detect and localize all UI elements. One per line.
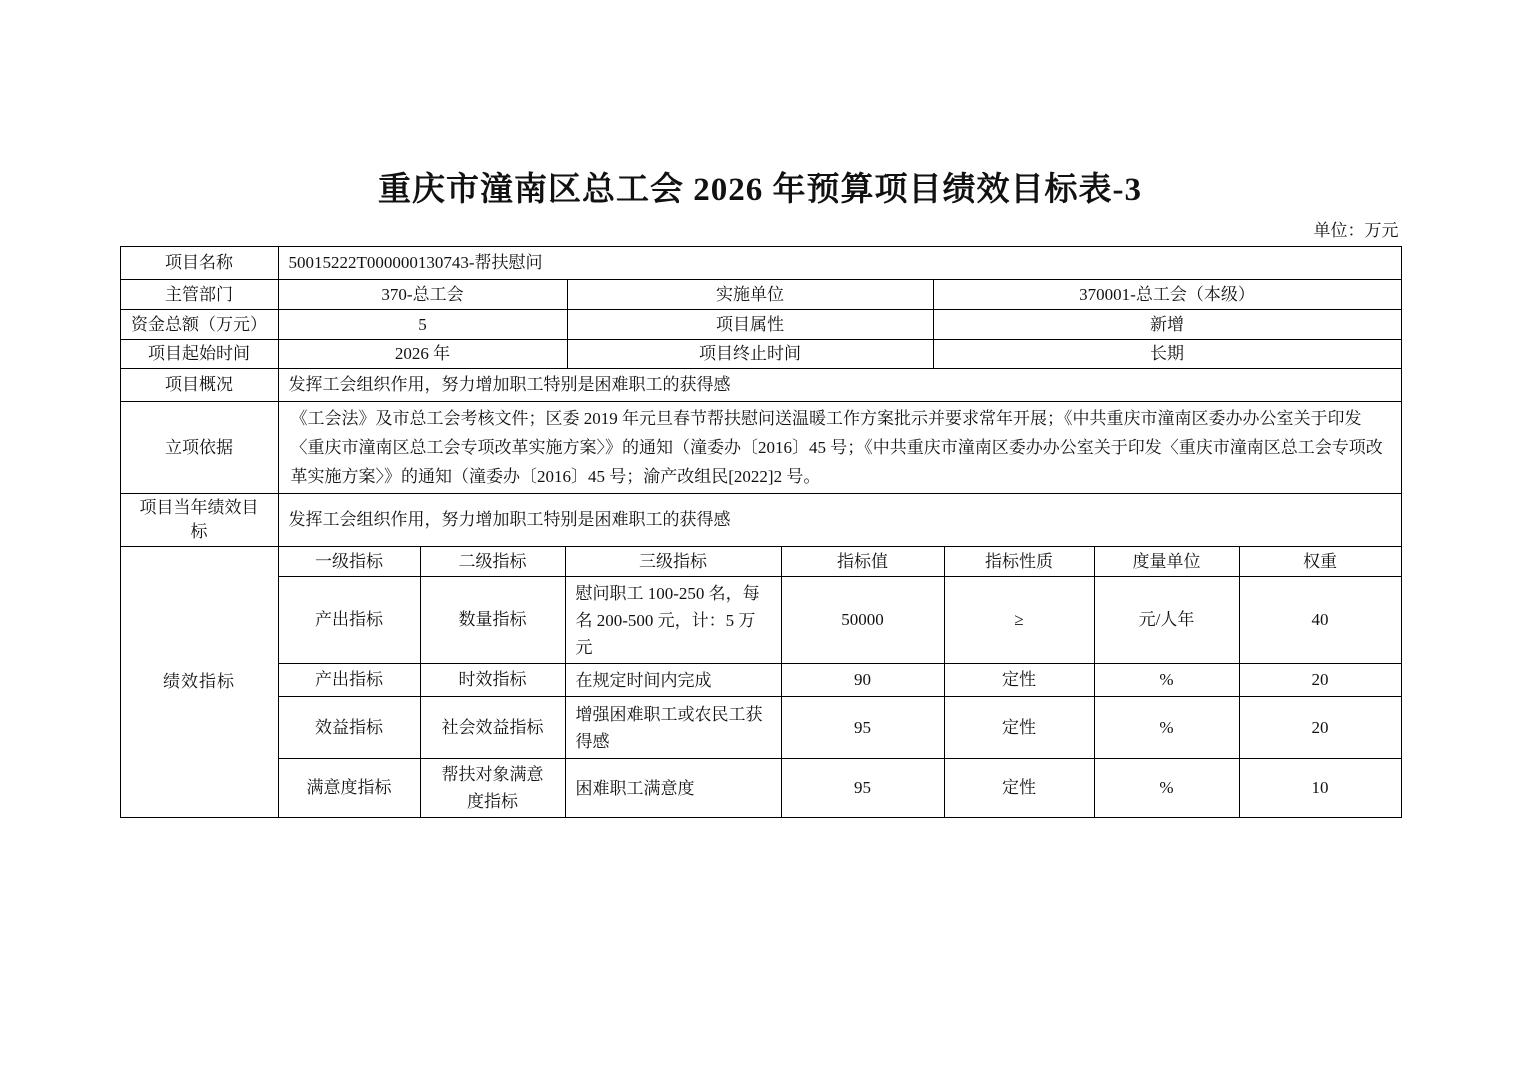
indicator-nature: ≥: [944, 577, 1094, 664]
indicator-unit: 元/人年: [1094, 577, 1239, 664]
total-fund-value: 5: [278, 310, 567, 340]
indicator-level3: 在规定时间内完成: [565, 664, 781, 697]
annual-goal-label: 项目当年绩效目标: [120, 494, 278, 547]
unit-note: 单位：万元: [1313, 221, 1399, 240]
indicator-unit: %: [1094, 697, 1239, 759]
basis-value: 《工会法》及市总工会考核文件；区委 2019 年元旦春节帮扶慰问送温暖工作方案批示并要求常年开展；《中共重庆市潼南区委办办公室关于印发〈重庆市潼南区总工会专项改革实施方案〉》的通知（潼委办〔2016〕45 号；《中共重庆市潼南区委办办公室关于印发〈重庆市潼南区总工会专项改革实施方案〉》的通知（潼委办〔2016〕45 号；渝产改组民[2022]2 号。: [278, 402, 1401, 494]
indicator-level1: 满意度指标: [278, 759, 420, 818]
overview-value: 发挥工会组织作用，努力增加职工特别是困难职工的获得感: [278, 369, 1401, 402]
overview-label: 项目概况: [120, 369, 278, 402]
indicator-nature: 定性: [944, 664, 1094, 697]
indicator-row: [120, 577, 1401, 664]
page-title: 重庆市潼南区总工会 2026 年预算项目绩效目标表-3: [378, 172, 1142, 208]
header-nature: 指标性质: [944, 547, 1094, 577]
indicator-level2: 数量指标: [420, 577, 565, 664]
start-time-label: 项目起始时间: [120, 340, 278, 369]
indicator-weight: 20: [1239, 664, 1401, 697]
indicator-nature: 定性: [944, 697, 1094, 759]
project-info-table: [120, 246, 1402, 547]
project-attr-value: 新增: [933, 310, 1401, 340]
header-value: 指标值: [781, 547, 944, 577]
indicator-unit: %: [1094, 759, 1239, 818]
indicator-nature: 定性: [944, 759, 1094, 818]
indicator-value: 50000: [781, 577, 944, 664]
indicator-weight: 10: [1239, 759, 1401, 818]
header-level3: 三级指标: [565, 547, 781, 577]
project-attr-label: 项目属性: [567, 310, 933, 340]
indicators-section-label: 绩效指标: [120, 547, 278, 818]
basis-label: 立项依据: [120, 402, 278, 494]
dept-value: 370-总工会: [278, 280, 567, 310]
header-unit: 度量单位: [1094, 547, 1239, 577]
end-time-value: 长期: [933, 340, 1401, 369]
document-body: [120, 0, 1401, 818]
table-row: [120, 280, 1401, 310]
header-level2: 二级指标: [420, 547, 565, 577]
indicator-level2: 时效指标: [420, 664, 565, 697]
indicator-row: [120, 697, 1401, 759]
indicator-value: 90: [781, 664, 944, 697]
start-time-value: 2026 年: [278, 340, 567, 369]
indicator-level2: 帮扶对象满意度指标: [420, 759, 565, 818]
indicator-row: [120, 664, 1401, 697]
indicator-level1: 产出指标: [278, 664, 420, 697]
project-name-value: 50015222T000000130743-帮扶慰问: [278, 247, 1401, 280]
indicator-value: 95: [781, 759, 944, 818]
table-row: [120, 340, 1401, 369]
indicator-row: [120, 759, 1401, 818]
dept-label: 主管部门: [120, 280, 278, 310]
project-name-label: 项目名称: [120, 247, 278, 280]
indicator-level1: 效益指标: [278, 697, 420, 759]
total-fund-label: 资金总额（万元）: [120, 310, 278, 340]
table-row: [120, 369, 1401, 402]
table-row: [120, 310, 1401, 340]
header-weight: 权重: [1239, 547, 1401, 577]
indicators-table: [120, 546, 1402, 818]
indicator-level1: 产出指标: [278, 577, 420, 664]
impl-unit-value: 370001-总工会（本级）: [933, 280, 1401, 310]
annual-goal-value: 发挥工会组织作用，努力增加职工特别是困难职工的获得感: [278, 494, 1401, 547]
indicator-level2: 社会效益指标: [420, 697, 565, 759]
indicator-value: 95: [781, 697, 944, 759]
indicator-level3: 困难职工满意度: [565, 759, 781, 818]
header-level1: 一级指标: [278, 547, 420, 577]
impl-unit-label: 实施单位: [567, 280, 933, 310]
table-row: [120, 402, 1401, 494]
indicator-unit: %: [1094, 664, 1239, 697]
end-time-label: 项目终止时间: [567, 340, 933, 369]
indicator-level3: 慰问职工 100-250 名，每名 200-500 元，计：5 万元: [565, 577, 781, 664]
indicator-weight: 40: [1239, 577, 1401, 664]
table-row: [120, 494, 1401, 547]
indicators-header-row: [120, 547, 1401, 577]
indicator-level3: 增强困难职工或农民工获得感: [565, 697, 781, 759]
indicator-weight: 20: [1239, 697, 1401, 759]
table-row: [120, 247, 1401, 280]
